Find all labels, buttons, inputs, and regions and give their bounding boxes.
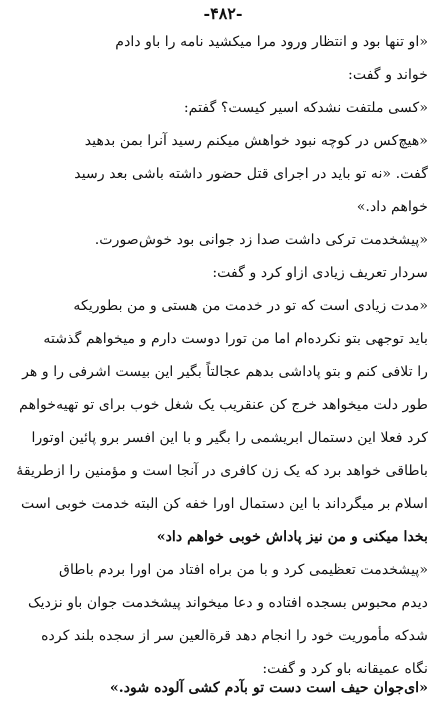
text-line-17: «پیشخدمت تعظیمی کرد و با من براه افتاد من اورا بردم باطاق xyxy=(58,562,428,578)
text-line-5: گفت. «نه تو باید در اجرای قتل حضور داشته باشی بعد رسید xyxy=(74,166,428,182)
text-line-15: اسلام بر میگرداند با این دستمال اورا خفه کن البته خدمت خوبی است xyxy=(21,496,428,512)
page-number: -۴۸۲- xyxy=(203,4,243,23)
text-line-7: «پیشخدمت ترکی داشت صدا زد جوانی بود خوش‌صورت. xyxy=(94,232,428,248)
text-line-3: «کسی ملتفت نشدکه اسیر کیست؟ گفتم: xyxy=(183,100,428,116)
text-line-11: را تلافی کنم و بتو پاداشی بدهم عجالتاً بگیر این بیست اشرفی را و هر xyxy=(22,364,428,380)
text-line-16: بخدا میکنی و من نیز پاداش خوبی خواهم داد» xyxy=(156,529,428,545)
text-line-4: «هیچ‌کس در کوچه نبود خواهش میکنم رسید آنرا بمن بدهید xyxy=(84,133,428,149)
text-line-6: خواهم داد.» xyxy=(356,199,428,215)
text-line-19: شدکه مأموریت خود را انجام دهد قرةالعین سر از سجده بلند کرده xyxy=(41,628,428,644)
text-line-9: «مدت زیادی است که تو در خدمت من هستی و من بطوریکه xyxy=(73,298,428,314)
text-line-14: باطاقی خواهد برد که یک زن کافری در آنجا است و مؤمنین را ازطریقهٔ xyxy=(16,463,428,479)
text-line-13: کرد فعلا این دستمال ابریشمی را بگیر و با این افسر برو پائین اوتورا xyxy=(31,430,428,446)
text-line-2: خواند و گفت: xyxy=(348,67,428,83)
text-line-10: باید توجهی بتو نکرده‌ام اما من تورا دوست دارم و میخواهم گذشته xyxy=(43,331,428,347)
text-line-1: «او تنها بود و انتظار ورود مرا میکشید نامه را باو دادم xyxy=(115,34,428,50)
text-line-20: نگاه عمیقانه باو کرد و گفت: xyxy=(262,661,428,677)
text-line-8: سردار تعریف زیادی ازاو کرد و گفت: xyxy=(212,265,428,281)
text-line-12: طور دلت میخواهد خرج کن عنقریب یک شغل خوب برای تو تهیه‌خواهم xyxy=(19,397,428,413)
text-line-21: «ای‌جوان حیف است دست تو بآدم کشی آلوده شود.» xyxy=(109,680,428,696)
text-line-18: دیدم محبوس بسجده افتاده و دعا میخواند پیشخدمت جوان باو نزدیک xyxy=(27,595,428,611)
